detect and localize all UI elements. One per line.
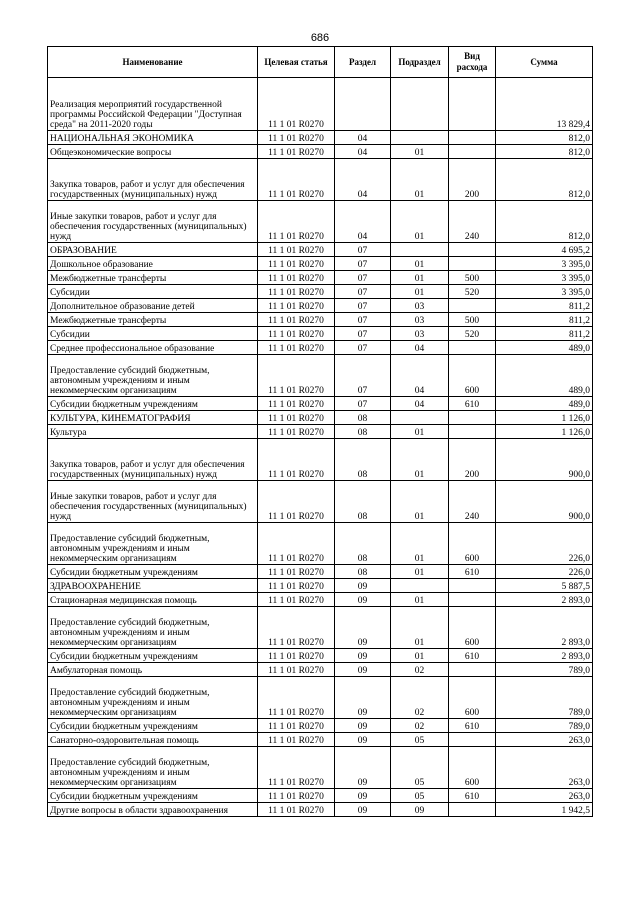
row-subsection: 05 bbox=[391, 789, 449, 803]
row-sum: 811,2 bbox=[496, 299, 593, 313]
row-expense-type: 600 bbox=[449, 747, 496, 789]
row-subsection: 03 bbox=[391, 327, 449, 341]
row-expense-type bbox=[449, 257, 496, 271]
row-expense-type: 500 bbox=[449, 313, 496, 327]
row-target-article: 11 1 01 R0270 bbox=[258, 341, 335, 355]
row-sum: 489,0 bbox=[496, 355, 593, 397]
row-expense-type: 610 bbox=[449, 397, 496, 411]
row-name: Межбюджетные трансферты bbox=[48, 271, 258, 285]
table-row bbox=[48, 257, 593, 271]
table-row bbox=[48, 649, 593, 663]
row-sum: 1 942,5 bbox=[496, 803, 593, 817]
row-section: 08 bbox=[335, 565, 391, 579]
table-row bbox=[48, 271, 593, 285]
row-subsection: 03 bbox=[391, 313, 449, 327]
row-sum: 3 395,0 bbox=[496, 257, 593, 271]
row-subsection: 01 bbox=[391, 523, 449, 565]
table-row bbox=[48, 789, 593, 803]
row-sum: 812,0 bbox=[496, 145, 593, 159]
row-name: ОБРАЗОВАНИЕ bbox=[48, 243, 258, 257]
row-subsection bbox=[391, 243, 449, 257]
row-subsection: 02 bbox=[391, 677, 449, 719]
row-expense-type: 610 bbox=[449, 565, 496, 579]
row-name: Амбулаторная помощь bbox=[48, 663, 258, 677]
row-section: 07 bbox=[335, 285, 391, 299]
row-section: 07 bbox=[335, 397, 391, 411]
table-row bbox=[48, 593, 593, 607]
row-subsection: 05 bbox=[391, 747, 449, 789]
row-name: ЗДРАВООХРАНЕНИЕ bbox=[48, 579, 258, 593]
row-expense-type bbox=[449, 425, 496, 439]
row-sum: 1 126,0 bbox=[496, 411, 593, 425]
table-row bbox=[48, 341, 593, 355]
row-expense-type bbox=[449, 803, 496, 817]
row-target-article: 11 1 01 R0270 bbox=[258, 803, 335, 817]
row-expense-type bbox=[449, 78, 496, 131]
row-sum: 3 395,0 bbox=[496, 285, 593, 299]
row-name: КУЛЬТУРА, КИНЕМАТОГРАФИЯ bbox=[48, 411, 258, 425]
row-section: 09 bbox=[335, 649, 391, 663]
row-sum: 2 893,0 bbox=[496, 593, 593, 607]
row-target-article: 11 1 01 R0270 bbox=[258, 789, 335, 803]
row-name: Предоставление субсидий бюджетным, автономным учреждениям и иным некоммерческим организациям bbox=[48, 677, 258, 719]
row-sum: 2 893,0 bbox=[496, 649, 593, 663]
row-subsection: 01 bbox=[391, 257, 449, 271]
row-section: 08 bbox=[335, 523, 391, 565]
row-section: 08 bbox=[335, 481, 391, 523]
row-target-article: 11 1 01 R0270 bbox=[258, 285, 335, 299]
row-subsection: 09 bbox=[391, 803, 449, 817]
row-subsection: 01 bbox=[391, 481, 449, 523]
budget-table bbox=[47, 46, 593, 817]
row-subsection: 05 bbox=[391, 733, 449, 747]
table-row bbox=[48, 78, 593, 131]
row-section: 04 bbox=[335, 131, 391, 145]
row-expense-type: 240 bbox=[449, 201, 496, 243]
row-target-article: 11 1 01 R0270 bbox=[258, 565, 335, 579]
row-target-article: 11 1 01 R0270 bbox=[258, 131, 335, 145]
row-name: Субсидии бюджетным учреждениям bbox=[48, 719, 258, 733]
row-name: Культура bbox=[48, 425, 258, 439]
row-subsection: 02 bbox=[391, 663, 449, 677]
row-name: Предоставление субсидий бюджетным, автономным учреждениям и иным некоммерческим организациям bbox=[48, 523, 258, 565]
table-row bbox=[48, 663, 593, 677]
row-name: Иные закупки товаров, работ и услуг для обеспечения государственных (муниципальных) нужд bbox=[48, 201, 258, 243]
row-section: 07 bbox=[335, 341, 391, 355]
row-subsection: 04 bbox=[391, 355, 449, 397]
row-target-article: 11 1 01 R0270 bbox=[258, 145, 335, 159]
row-section: 09 bbox=[335, 733, 391, 747]
table-row bbox=[48, 439, 593, 481]
row-sum: 789,0 bbox=[496, 677, 593, 719]
row-target-article: 11 1 01 R0270 bbox=[258, 649, 335, 663]
row-expense-type: 610 bbox=[449, 719, 496, 733]
row-sum: 4 695,2 bbox=[496, 243, 593, 257]
row-expense-type: 200 bbox=[449, 159, 496, 201]
row-target-article: 11 1 01 R0270 bbox=[258, 677, 335, 719]
table-row bbox=[48, 131, 593, 145]
row-target-article: 11 1 01 R0270 bbox=[258, 579, 335, 593]
row-expense-type bbox=[449, 579, 496, 593]
row-sum: 3 395,0 bbox=[496, 271, 593, 285]
row-subsection: 01 bbox=[391, 649, 449, 663]
row-name: Субсидии бюджетным учреждениям bbox=[48, 565, 258, 579]
row-section: 07 bbox=[335, 271, 391, 285]
row-name: Субсидии бюджетным учреждениям bbox=[48, 789, 258, 803]
row-sum: 811,2 bbox=[496, 327, 593, 341]
row-sum: 226,0 bbox=[496, 523, 593, 565]
table-row bbox=[48, 579, 593, 593]
row-section: 04 bbox=[335, 145, 391, 159]
row-target-article: 11 1 01 R0270 bbox=[258, 733, 335, 747]
row-section: 09 bbox=[335, 677, 391, 719]
row-sum: 789,0 bbox=[496, 663, 593, 677]
row-target-article: 11 1 01 R0270 bbox=[258, 159, 335, 201]
table-row bbox=[48, 397, 593, 411]
row-subsection bbox=[391, 78, 449, 131]
row-target-article: 11 1 01 R0270 bbox=[258, 355, 335, 397]
row-target-article: 11 1 01 R0270 bbox=[258, 411, 335, 425]
row-target-article: 11 1 01 R0270 bbox=[258, 663, 335, 677]
row-expense-type: 600 bbox=[449, 607, 496, 649]
table-row bbox=[48, 565, 593, 579]
row-subsection: 01 bbox=[391, 145, 449, 159]
row-section: 09 bbox=[335, 607, 391, 649]
row-target-article: 11 1 01 R0270 bbox=[258, 327, 335, 341]
table-row bbox=[48, 355, 593, 397]
table-row bbox=[48, 201, 593, 243]
row-name: Среднее профессиональное образование bbox=[48, 341, 258, 355]
row-section bbox=[335, 78, 391, 131]
row-sum: 226,0 bbox=[496, 565, 593, 579]
header-expense-type: Вид расхода bbox=[449, 47, 496, 78]
row-subsection: 01 bbox=[391, 565, 449, 579]
row-name: Общеэкономические вопросы bbox=[48, 145, 258, 159]
row-name: Субсидии bbox=[48, 285, 258, 299]
row-sum: 1 126,0 bbox=[496, 425, 593, 439]
row-target-article: 11 1 01 R0270 bbox=[258, 257, 335, 271]
table-body bbox=[48, 78, 593, 817]
row-sum: 2 893,0 bbox=[496, 607, 593, 649]
row-subsection: 01 bbox=[391, 285, 449, 299]
row-name: Дополнительное образование детей bbox=[48, 299, 258, 313]
row-section: 09 bbox=[335, 663, 391, 677]
row-name: Предоставление субсидий бюджетным, автономным учреждениям и иным некоммерческим организациям bbox=[48, 607, 258, 649]
row-expense-type bbox=[449, 733, 496, 747]
row-sum: 900,0 bbox=[496, 481, 593, 523]
row-name: Субсидии бюджетным учреждениям bbox=[48, 649, 258, 663]
row-target-article: 11 1 01 R0270 bbox=[258, 607, 335, 649]
row-section: 08 bbox=[335, 439, 391, 481]
table-row bbox=[48, 677, 593, 719]
table-row bbox=[48, 733, 593, 747]
row-section: 04 bbox=[335, 159, 391, 201]
row-sum: 812,0 bbox=[496, 159, 593, 201]
row-target-article: 11 1 01 R0270 bbox=[258, 439, 335, 481]
page-number: 686 bbox=[310, 32, 330, 44]
row-section: 07 bbox=[335, 243, 391, 257]
row-name: Иные закупки товаров, работ и услуг для обеспечения государственных (муниципальных) нужд bbox=[48, 481, 258, 523]
row-section: 07 bbox=[335, 257, 391, 271]
table-row bbox=[48, 747, 593, 789]
header-name: Наименование bbox=[48, 47, 258, 78]
row-target-article: 11 1 01 R0270 bbox=[258, 719, 335, 733]
row-expense-type bbox=[449, 145, 496, 159]
row-sum: 811,2 bbox=[496, 313, 593, 327]
table-row bbox=[48, 719, 593, 733]
row-subsection: 01 bbox=[391, 607, 449, 649]
row-section: 09 bbox=[335, 719, 391, 733]
row-sum: 789,0 bbox=[496, 719, 593, 733]
row-expense-type: 500 bbox=[449, 271, 496, 285]
row-section: 09 bbox=[335, 789, 391, 803]
row-subsection: 01 bbox=[391, 159, 449, 201]
row-sum: 263,0 bbox=[496, 789, 593, 803]
row-subsection: 01 bbox=[391, 439, 449, 481]
row-target-article: 11 1 01 R0270 bbox=[258, 299, 335, 313]
row-section: 07 bbox=[335, 299, 391, 313]
row-expense-type: 240 bbox=[449, 481, 496, 523]
row-expense-type: 520 bbox=[449, 327, 496, 341]
row-subsection: 01 bbox=[391, 201, 449, 243]
header-section: Раздел bbox=[335, 47, 391, 78]
row-section: 07 bbox=[335, 313, 391, 327]
row-section: 08 bbox=[335, 411, 391, 425]
row-expense-type bbox=[449, 341, 496, 355]
table-row bbox=[48, 425, 593, 439]
table-row bbox=[48, 607, 593, 649]
row-expense-type bbox=[449, 131, 496, 145]
row-section: 07 bbox=[335, 355, 391, 397]
row-subsection bbox=[391, 131, 449, 145]
row-expense-type: 610 bbox=[449, 649, 496, 663]
row-expense-type: 520 bbox=[449, 285, 496, 299]
row-sum: 13 829,4 bbox=[496, 78, 593, 131]
row-section: 07 bbox=[335, 327, 391, 341]
row-target-article: 11 1 01 R0270 bbox=[258, 271, 335, 285]
row-target-article: 11 1 01 R0270 bbox=[258, 243, 335, 257]
row-section: 09 bbox=[335, 593, 391, 607]
row-expense-type: 600 bbox=[449, 523, 496, 565]
table-row bbox=[48, 285, 593, 299]
row-sum: 489,0 bbox=[496, 397, 593, 411]
row-expense-type: 610 bbox=[449, 789, 496, 803]
row-target-article: 11 1 01 R0270 bbox=[258, 313, 335, 327]
table-row bbox=[48, 411, 593, 425]
row-name: Предоставление субсидий бюджетным, автономным учреждениям и иным некоммерческим организациям bbox=[48, 747, 258, 789]
row-name: Закупка товаров, работ и услуг для обеспечения государственных (муниципальных) нужд bbox=[48, 439, 258, 481]
row-target-article: 11 1 01 R0270 bbox=[258, 523, 335, 565]
header-subsection: Подраздел bbox=[391, 47, 449, 78]
row-section: 04 bbox=[335, 201, 391, 243]
row-sum: 812,0 bbox=[496, 131, 593, 145]
header-target-article: Целевая статья bbox=[258, 47, 335, 78]
row-section: 09 bbox=[335, 803, 391, 817]
row-subsection bbox=[391, 411, 449, 425]
row-target-article: 11 1 01 R0270 bbox=[258, 481, 335, 523]
row-expense-type: 600 bbox=[449, 355, 496, 397]
row-expense-type bbox=[449, 411, 496, 425]
table-row bbox=[48, 159, 593, 201]
row-sum: 489,0 bbox=[496, 341, 593, 355]
row-name: Реализация мероприятий государственной программы Российской Федерации "Доступная среда" на 2011-2020 годы bbox=[48, 78, 258, 131]
row-name: Дошкольное образование bbox=[48, 257, 258, 271]
table-row bbox=[48, 243, 593, 257]
header-sum: Сумма bbox=[496, 47, 593, 78]
row-subsection bbox=[391, 579, 449, 593]
row-expense-type bbox=[449, 299, 496, 313]
table-row bbox=[48, 313, 593, 327]
row-target-article: 11 1 01 R0270 bbox=[258, 78, 335, 131]
row-expense-type: 600 bbox=[449, 677, 496, 719]
row-subsection: 04 bbox=[391, 397, 449, 411]
row-name: Закупка товаров, работ и услуг для обеспечения государственных (муниципальных) нужд bbox=[48, 159, 258, 201]
row-section: 09 bbox=[335, 579, 391, 593]
row-subsection: 02 bbox=[391, 719, 449, 733]
table-row bbox=[48, 145, 593, 159]
row-name: Стационарная медицинская помощь bbox=[48, 593, 258, 607]
row-expense-type bbox=[449, 663, 496, 677]
row-section: 08 bbox=[335, 425, 391, 439]
row-target-article: 11 1 01 R0270 bbox=[258, 425, 335, 439]
table-row bbox=[48, 481, 593, 523]
row-subsection: 01 bbox=[391, 593, 449, 607]
table-row bbox=[48, 803, 593, 817]
row-name: Санаторно-оздоровительная помощь bbox=[48, 733, 258, 747]
row-sum: 5 887,5 bbox=[496, 579, 593, 593]
row-sum: 812,0 bbox=[496, 201, 593, 243]
row-name: Предоставление субсидий бюджетным, автономным учреждениям и иным некоммерческим организациям bbox=[48, 355, 258, 397]
row-name: Другие вопросы в области здравоохранения bbox=[48, 803, 258, 817]
row-subsection: 01 bbox=[391, 271, 449, 285]
row-section: 09 bbox=[335, 747, 391, 789]
row-name: Межбюджетные трансферты bbox=[48, 313, 258, 327]
row-sum: 900,0 bbox=[496, 439, 593, 481]
row-sum: 263,0 bbox=[496, 747, 593, 789]
row-target-article: 11 1 01 R0270 bbox=[258, 201, 335, 243]
row-name: НАЦИОНАЛЬНАЯ ЭКОНОМИКА bbox=[48, 131, 258, 145]
row-expense-type bbox=[449, 593, 496, 607]
row-expense-type: 200 bbox=[449, 439, 496, 481]
table-row bbox=[48, 299, 593, 313]
row-name: Субсидии bbox=[48, 327, 258, 341]
table-row bbox=[48, 523, 593, 565]
row-target-article: 11 1 01 R0270 bbox=[258, 397, 335, 411]
row-sum: 263,0 bbox=[496, 733, 593, 747]
row-target-article: 11 1 01 R0270 bbox=[258, 747, 335, 789]
table-header-row bbox=[48, 47, 593, 78]
table-row bbox=[48, 327, 593, 341]
row-subsection: 03 bbox=[391, 299, 449, 313]
row-subsection: 04 bbox=[391, 341, 449, 355]
row-subsection: 01 bbox=[391, 425, 449, 439]
row-name: Субсидии бюджетным учреждениям bbox=[48, 397, 258, 411]
row-target-article: 11 1 01 R0270 bbox=[258, 593, 335, 607]
row-expense-type bbox=[449, 243, 496, 257]
